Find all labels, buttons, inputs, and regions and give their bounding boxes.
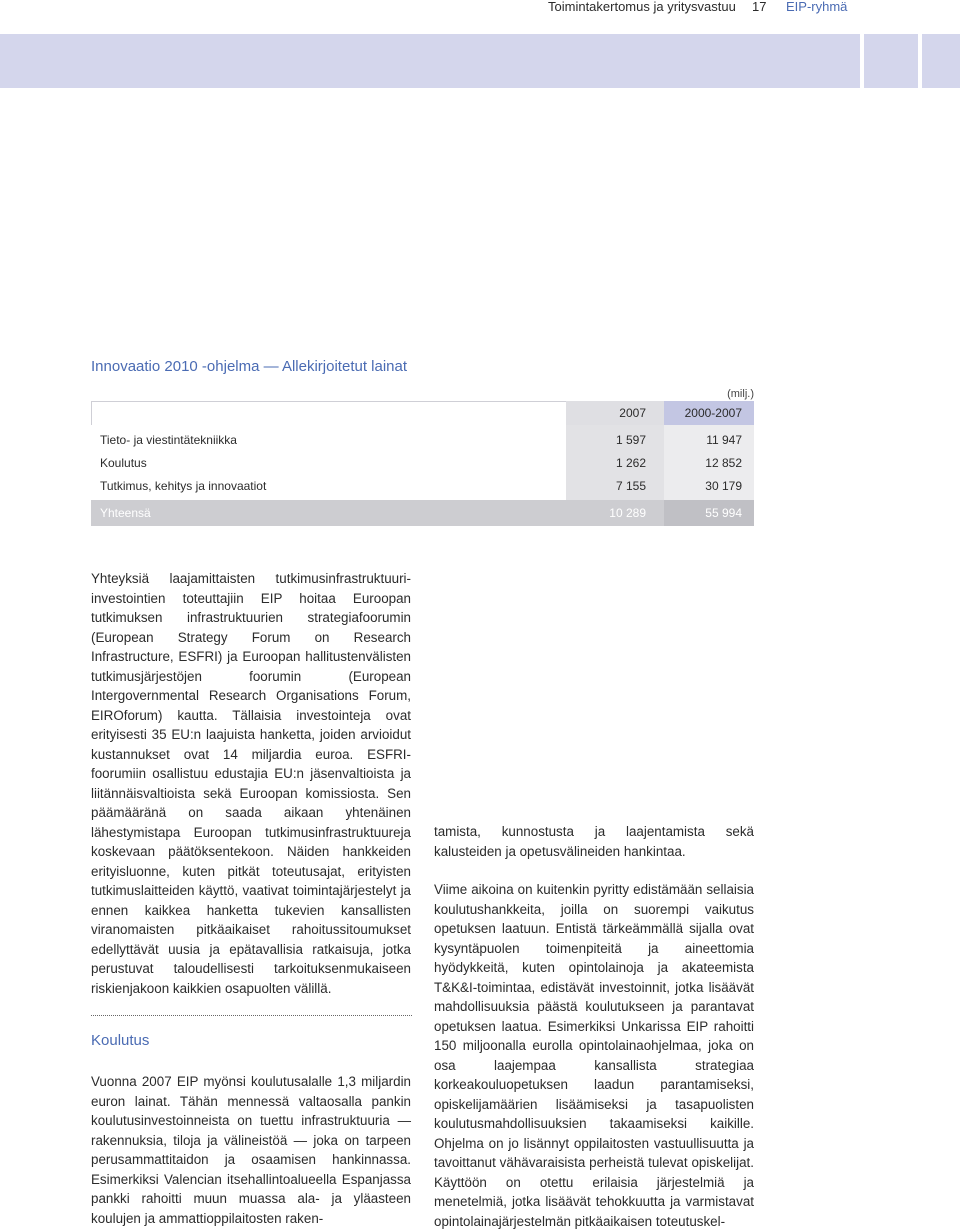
table-header [91, 401, 754, 425]
row-value-2000-2007: 12 852 [705, 456, 742, 470]
left-column [91, 569, 411, 998]
table-body [91, 425, 754, 500]
section-column [91, 1072, 411, 1228]
body-paragraph: Yhteyksiä laajamittaisten tutkimusinfrastruktuuri-investointien toteuttajiin EIP hoitaa Euroopan tutkimuksen infrastruktuurien strategiafoorumin (European Strategy Forum on Research Infrastructure, ESFRI) ja Euroopan hallitustenvälisten tutkimusjärjestöjen foorumin (European Intergovernmental Research Organisations Forum, EIROforum) kautta. Tällaisia investointeja ovat erityisesti 35 EU:n laajuista hanketta, joiden arvioidut kustannukset ovat 14 miljardia euroa. ESFRI-foorumiin osallistuu edustajia EU:n jäsenvaltioista ja liitännäisvaltioista sekä Euroopan komissiosta. Sen päämääränä on saada aikaan yhtenäinen lähestymistapa Euroopan tutkimusinfrastruktuureja koskevaan päätöksentekoon. Näiden hankkeiden erityisluonne, kuten pitkät toteutusajat, erityisten tutkimuslaitteiden käyttö, vaativat toimintajärjestelyt ja ennen kaikkea hanketta tukevien kansallisten viranomaisten pitkäaikaiset rahoitussitoumukset edellyttävät uusia ja epätavallisia ratkaisuja, jotka perustuvat taloudellisesti tarkoituksenmukaiseen riskienjakoon kaikkien osapuolten välillä. [91, 571, 411, 996]
table-row [91, 452, 754, 475]
row-value-2000-2007: 11 947 [706, 433, 742, 447]
header-title: Toimintakertomus ja yritysvastuu [548, 0, 736, 14]
row-label: Tieto- ja viestintätekniikka [100, 433, 237, 447]
table-row [91, 475, 754, 498]
section-divider [91, 1015, 412, 1016]
loans-table [91, 401, 754, 526]
row-value-2007: 1 597 [615, 433, 646, 447]
page-header [0, 0, 960, 34]
section-heading: Koulutus [91, 1032, 150, 1049]
body-paragraph: Viime aikoina on kuitenkin pyritty edistämään sellaisia koulutushankkeita, joilla on suorempi vaikutus opetuksen laatuun. Entistä tärkeämmällä sijalla ovat kysyntäpuolen toimenpiteitä ja aineettomia hyödykkeitä, kuten opintolainoja ja akateemista T&K&I-toimintaa, edistävät investoinnit, jotka lisäävät mahdollisuuksia päästä koulutukseen ja parantavat opetuksen laatua. Esimerkiksi Unkarissa EIP rahoitti 150 miljoonalla eurolla opintolainaohjelmaa, joka on osa laajempaa kansallista strategiaa korkeakouluopetuksen laadun parantamiseksi, opiskelijamäärien lisäämiseksi ja tasapuolisten koulutusmahdollisuuksien takaamiseksi kaikille. Ohjelma on jo lisännyt oppilaitosten vastuullisuutta ja tavoittanut vähävaraisista perheistä tulevat opiskelijat. Käyttöön on otettu erilaisia järjestelmiä ja menetelmiä, jotka lisäävät tehokkuutta ja varmistavat opintolainajärjestelmän pitkäaikaisen toteutuskel- [434, 882, 754, 1229]
decorative-band [0, 34, 860, 88]
table-row [91, 429, 754, 452]
page-number: 17 [752, 0, 767, 14]
decorative-band-block [864, 34, 918, 88]
header-cell-2000-2007: 2000-2007 [664, 401, 754, 425]
table-unit: (milj.) [727, 388, 754, 400]
row-value-2007: 1 262 [615, 456, 646, 470]
table-total-row [91, 500, 754, 526]
body-paragraph: tamista, kunnostusta ja laajentamista sekä kalusteiden ja opetusvälineiden hankintaa. [434, 824, 754, 859]
body-paragraph: Vuonna 2007 EIP myönsi koulutusalalle 1,3 miljardin euron lainat. Tähän mennessä valtaosalla pankin koulutusinvestoinneista on tuettu infrastruktuuria — rakennuksia, tiloja ja välineistöä — joka on tarpeen perusammattitaidon ja osaamisen hankinnassa. Esimerkiksi Valencian itsehallintoalueella Espanjassa pankki rahoitti muun muassa ala- ja yläasteen koulujen ja ammattioppilaitosten raken- [91, 1074, 411, 1226]
total-value-2007: 10 289 [609, 506, 646, 520]
row-label: Tutkimus, kehitys ja innovaatiot [100, 479, 267, 493]
row-value-2007: 7 155 [615, 479, 646, 493]
row-value-2000-2007: 30 179 [705, 479, 742, 493]
total-label: Yhteensä [100, 506, 151, 520]
decorative-band-block [922, 34, 960, 88]
header-brand: EIP-ryhmä [786, 0, 848, 14]
table-title: Innovaatio 2010 -ohjelma — Allekirjoitetut lainat [91, 358, 408, 375]
total-value-2000-2007: 55 994 [664, 500, 754, 526]
right-column [434, 822, 754, 1231]
header-cell-2007: 2007 [566, 401, 664, 425]
row-label: Koulutus [100, 456, 147, 470]
header-cell-empty [91, 401, 566, 425]
